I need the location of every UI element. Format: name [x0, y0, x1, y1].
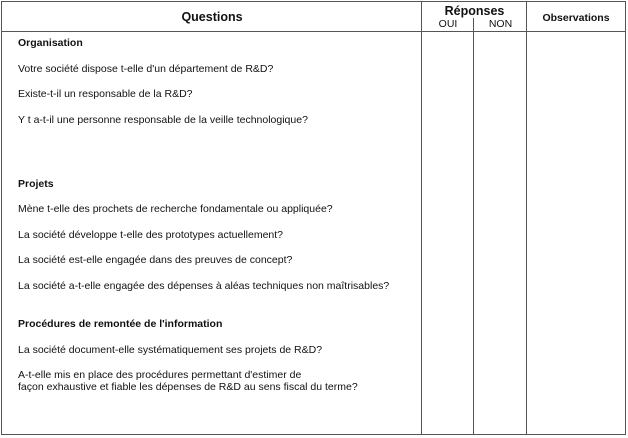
- header-reponses: Réponses: [444, 4, 505, 18]
- question-item: La société développe t-elle des prototypes actuellement?: [18, 229, 284, 241]
- question-item: La société est-elle engagée dans des preuves de concept?: [18, 254, 293, 266]
- section-title-procedures: Procédures de remontée de l'information: [18, 318, 223, 330]
- question-item: Mène t-elle des prochets de recherche fondamentale ou appliquée?: [18, 203, 333, 215]
- question-item: Existe-t-il un responsable de la R&D?: [18, 88, 193, 100]
- column-divider-questions: [421, 2, 422, 434]
- question-item: A-t-elle mis en place des procédures permettant d'estimer de façon exhaustive et fiable les dépenses de R&D au sens fiscal du terme?: [18, 369, 358, 393]
- question-item: Y t a-t-il une personne responsable de la veille technologique?: [18, 114, 308, 126]
- question-item: Votre société dispose t-elle d'un département de R&D?: [18, 63, 274, 75]
- questionnaire-table: [1, 1, 626, 435]
- section-title-projets: Projets: [18, 178, 54, 190]
- header-non: NON: [488, 18, 513, 30]
- header-divider: [2, 31, 625, 32]
- column-divider-observations: [526, 2, 527, 434]
- question-item: La société document-elle systématiquement ses projets de R&D?: [18, 344, 323, 356]
- question-item: La société a-t-elle engagée des dépenses à aléas techniques non maîtrisables?: [18, 280, 390, 292]
- column-divider-oui-non: [473, 18, 474, 434]
- header-observations: Observations: [542, 12, 610, 24]
- header-questions: Questions: [181, 10, 243, 24]
- section-title-organisation: Organisation: [18, 37, 83, 49]
- header-oui: OUI: [438, 18, 458, 30]
